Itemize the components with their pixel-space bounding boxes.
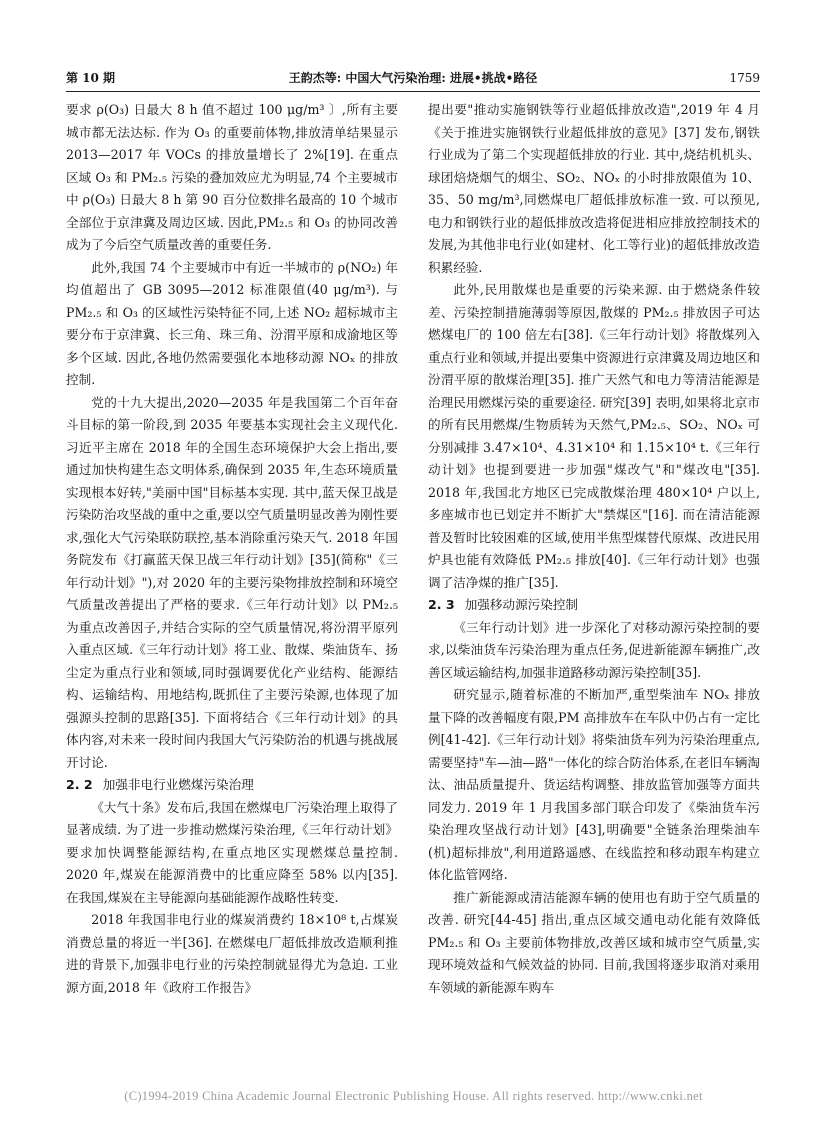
- paragraph: 《大气十条》发布后,我国在燃煤电厂污染治理上取得了显著成绩. 为了进一步推动燃煤污染治理,《三年行动计划》要求加快调整能源结构,在重点地区实现燃煤总量控制. 2020 年,煤炭在能源消费中的比重应降至 58% 以内[35]. 在我国,煤炭在主导能源向基础能源作战略性转变.: [66, 799, 398, 905]
- header-divider: [66, 91, 760, 92]
- copyright-footer: (C)1994-2019 China Academic Journal Electronic Publishing House. All rights reserved. http://www.cnki.net: [124, 1089, 703, 1103]
- left-column: [66, 99, 398, 999]
- running-head: [66, 68, 760, 88]
- right-column: [428, 99, 760, 999]
- paragraph: 研究显示,随着标准的不断加严,重型柴油车 NOₓ 排放量下降的改善幅度有限,PM 高排放车在车队中仍占有一定比例[41-42].《三年行动计划》将柴油货车列为污染治理重点,需要坚持"车—油—路"一体化的综合防治体系,在老旧车辆淘汰、油品质量提升、货运结构调整、排放监管加强等方面共同发力. 2019 年 1 月我国多部门联合印发了《柴油货车污染治理攻坚战行动计划》[43],明确要"全链条治理柴油车(机)超标排放",利用道路遥感、在线监控和移动跟车构建立体化监管网络.: [428, 687, 760, 882]
- running-title: 王韵杰等: 中国大气污染治理: 进展•挑战•路径: [288, 71, 538, 85]
- paragraph: 2018 年我国非电行业的煤炭消费约 18×10⁸ t,占煤炭消费总量的将近一半[36]. 在燃煤电厂超低排放改造顺利推进的背景下,加强非电行业的污染控制就显得尤为急迫. 工业源方面,2018 年《政府工作报告》: [66, 912, 398, 995]
- paragraph: 此外,我国 74 个主要城市中有近一半城市的 ρ(NO₂) 年均值超出了 GB 3095—2012 标准限值(40 μg/m³). 与 PM₂.₅ 和 O₃ 的区域性污染特征不同,上述 NO₂ 超标城市主要分布于京津冀、长三角、珠三角、汾渭平原和成渝地区等多个区域. 因此,各地仍然需要强化本地移动源 NOₓ 的排放控制.: [66, 259, 398, 387]
- paragraph: 《三年行动计划》进一步深化了对移动源污染控制的要求,以柴油货车污染治理为重点任务,促进新能源车辆推广,改善区域运输结构,加强非道路移动源污染控制[35].: [428, 619, 760, 680]
- section-title: 加强移动源污染控制: [464, 597, 579, 612]
- section-number: 2. 2: [66, 777, 93, 792]
- paragraph: 此外,民用散煤也是重要的污染来源. 由于燃烧条件较差、污染控制措施薄弱等原因,散煤的 PM₂.₅ 排放因子可达燃煤电厂的 100 倍左右[38].《三年行动计划》将散煤列入重点行业和领域,并提出要集中资源进行京津冀及周边地区和汾渭平原的散煤治理[35]. 推广天然气和电力等清洁能源是治理民用燃煤污染的重要途径. 研究[39] 表明,如果将北京市的所有民用燃煤/生物质转为天然气,PM₂.₅、SO₂、NOₓ 可分别减排 3.47×10⁴、4.31×10⁴ 和 1.15×10⁴ t.《三年行动计划》也提到要进一步加强"煤改气"和"煤改电"[35]. 2018 年,我国北方地区已完成散煤治理 480×10⁴ 户以上,多座城市也已划定并不断扩大"禁煤区"[16]. 而在清洁能源普及暂时比较困难的区域,使用半焦型煤替代原煤、改进民用炉具也能有效降低 PM₂.₅ 排放[40].《三年行动计划》也强调了洁净煤的推广[35].: [428, 282, 760, 590]
- page-number: 1759: [729, 71, 760, 85]
- paragraph: 党的十九大提出,2020—2035 年是我国第二个百年奋斗目标的第一阶段,到 2035 年要基本实现社会主义现代化. 习近平主席在 2018 年的全国生态环境保护大会上指出,要通过加快构建生态文明体系,确保到 2035 年,生态环境质量实现根本好转,"美丽中国"目标基本实现. 其中,蓝天保卫战是污染防治攻坚战的重中之重,要以空气质量明显改善为刚性要求,强化大气污染联防联控,基本消除重污染天气. 2018 年国务院发布《打赢蓝天保卫战三年行动计划》[35](简称"《三年行动计划》"),对 2020 年的主要污染物排放控制和环境空气质量改善提出了严格的要求.《三年行动计划》以 PM₂.₅ 为重点改善因子,并结合实际的空气质量情况,将汾渭平原列入重点区域.《三年行动计划》将工业、散煤、柴油货车、扬尘定为重点行业和领域,同时强调要优化产业结构、能源结构、运输结构、用地结构,既抓住了主要污染源,也体现了加强源头控制的思路[35]. 下面将结合《三年行动计划》的具体内容,对未来一段时间内我国大气污染防治的机遇与挑战展开讨论.: [66, 394, 398, 770]
- section-title: 加强非电行业燃煤污染治理: [102, 777, 254, 792]
- issue-number: 第 10 期: [66, 71, 116, 85]
- paragraph: 要求 ρ(O₃) 日最大 8 h 值不超过 100 μg/m³ 〕,所有主要城市都无法达标. 作为 O₃ 的重要前体物,排放清单结果显示 2013—2017 年 VOCs 的排放量增长了 2%[19]. 在重点区域 O₃ 和 PM₂.₅ 污染的叠加效应尤为明显,74 个主要城市中 ρ(O₃) 日最大 8 h 第 90 百分位数排名最高的 10 个城市全部位于京津冀及周边区域. 因此,PM₂.₅ 和 O₃ 的协同改善成为了今后空气质量改善的重要任务.: [66, 102, 398, 252]
- section-heading: [66, 774, 398, 797]
- paragraph: 提出要"推动实施钢铁等行业超低排放改造",2019 年 4 月《关于推进实施钢铁行业超低排放的意见》[37] 发布,钢铁行业成为了第二个实现超低排放的行业. 其中,烧结机机头、球团焙烧烟气的烟尘、SO₂、NOₓ 的小时排放限值为 10、35、50 mg/m³,同燃煤电厂超低排放标准一致. 可以预见,电力和钢铁行业的超低排放改造将促进相应排放控制技术的发展,为其他非电行业(如建材、化工等行业)的超低排放改造积累经验.: [428, 102, 760, 275]
- section-heading: [428, 594, 760, 617]
- section-number: 2. 3: [428, 597, 455, 612]
- paragraph: 推广新能源或清洁能源车辆的使用也有助于空气质量的改善. 研究[44-45] 指出,重点区域交通电动化能有效降低 PM₂.₅ 和 O₃ 主要前体物排放,改善区域和城市空气质量,实现环境效益和气候效益的协同. 目前,我国将逐步取消对乘用车领域的新能源车购车: [428, 889, 760, 995]
